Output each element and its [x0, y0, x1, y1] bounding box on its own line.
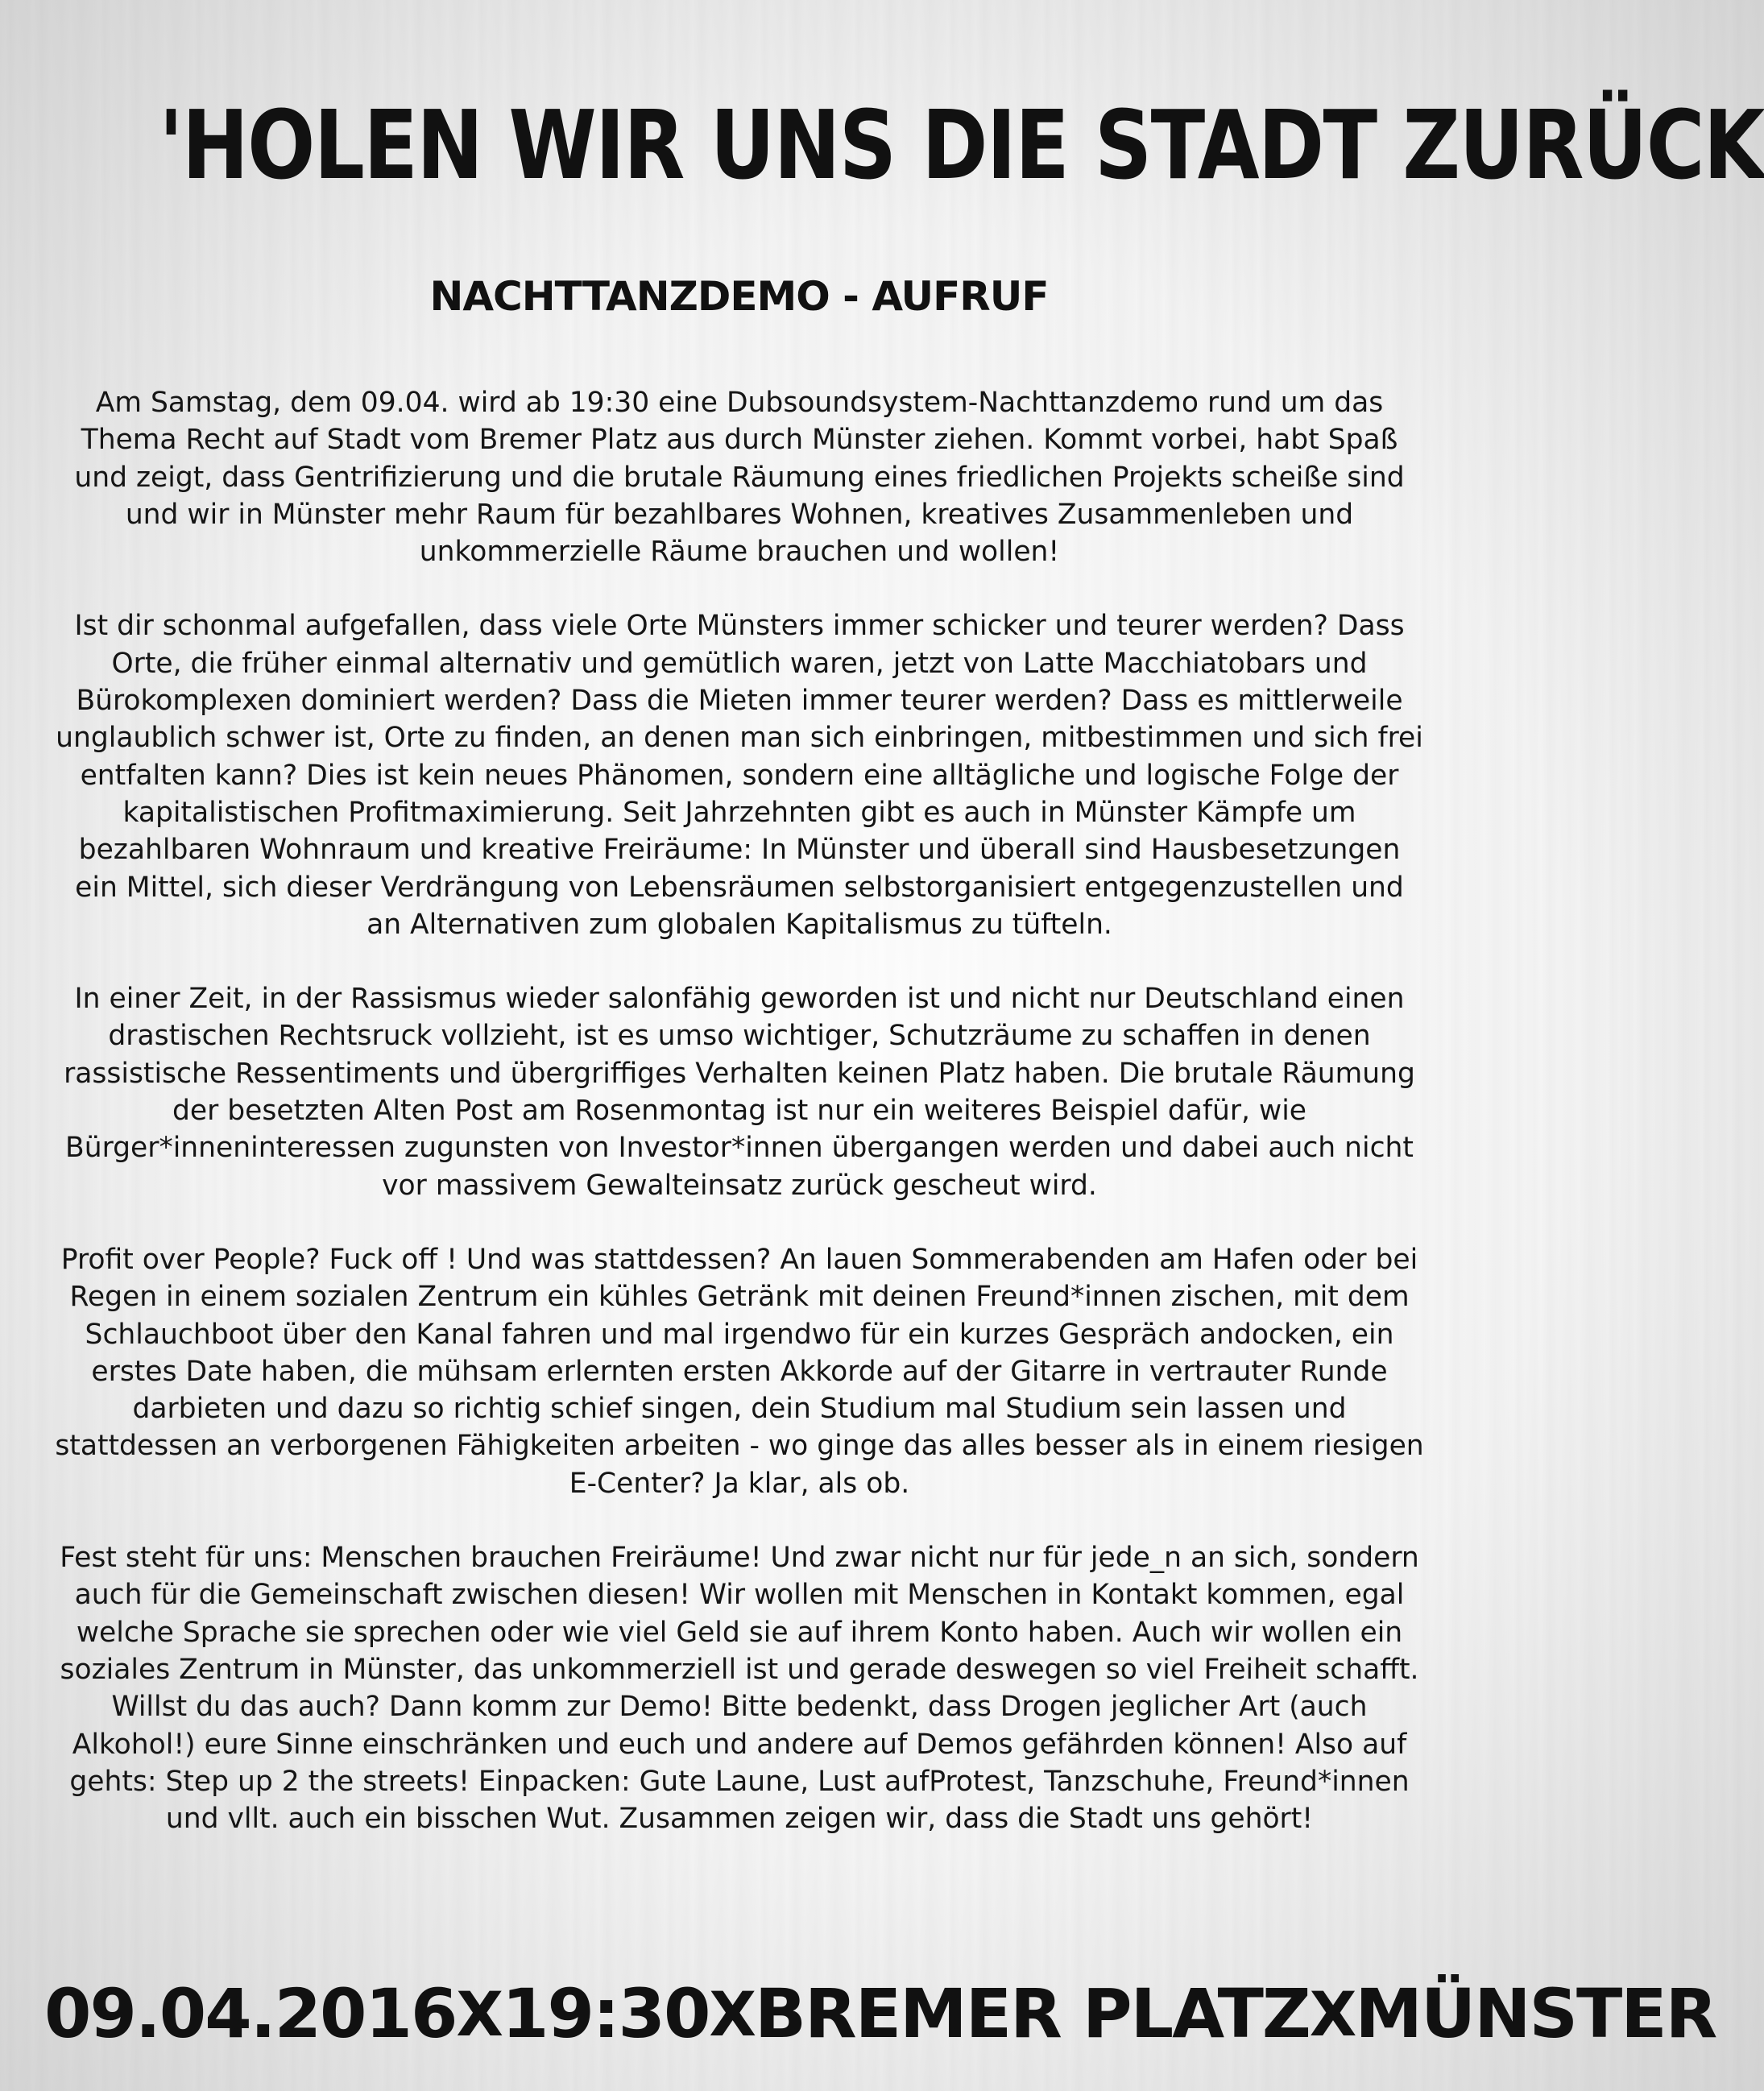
- event-footer: [44, 1957, 1716, 2070]
- headline: 'HOLEN WIR UNS DIE STADT ZURÜCK: [159, 89, 1764, 201]
- separator: X: [456, 1977, 503, 2050]
- body-text: [55, 384, 1424, 1874]
- event-date: 09.04.2016: [44, 1974, 457, 2053]
- paragraph-gentrification: Ist dir schonmal aufgefallen, dass viele Orte Münsters immer schicker und teurer werden? Dass Orte, die früher einmal alternativ und gemütlich waren, jetzt von Latte Macchiatobars und Bürokomplexen dominiert werden? Dass die Mieten immer teurer werden? Dass es mittlerweile unglaublich schwer ist, Orte zu finden, an denen man sich einbringen, mitbestimmen und sich frei entfalten kann? Dies ist kein neues Phänomen, sondern eine alltägliche und logische Folge der kapitalistischen Profitmaximierung. Seit Jahrzehnten gibt es auch in Münster Kämpfe um bezahlbaren Wohnraum und kreative Freiräume: In Münster und überall sind Hausbesetzungen ein Mittel, sich dieser Verdrängung von Lebensräumen selbstorganisiert entgegenzustellen und an Alternativen zum globalen Kapitalismus zu tüfteln.: [56, 610, 1423, 941]
- paragraph-profit: Profit over People? Fuck off ! Und was stattdessen? An lauen Sommerabenden am Hafen oder bei Regen in einem sozialen Zentrum ein kühles Getränk mit deinen Freund*innen zischen, mit dem Schlauchboot über den Kanal fahren und mal irgendwo für ein kurzes Gespräch andocken, ein erstes Date haben, die mühsam erlernten ersten Akkorde auf der Gitarre in vertrauter Runde darbieten und dazu so richtig schief singen, dein Studium mal Studium sein lassen und stattdessen an verborgenen Fähigkeiten arbeiten - wo ginge das alles besser als in einem riesigen E-Center? Ja klar, als ob.: [55, 1243, 1424, 1500]
- separator: X: [709, 1977, 756, 2050]
- event-place: BREMER PLATZ: [755, 1974, 1310, 2053]
- subheadline: NACHTTANZDEMO - AUFRUF: [429, 273, 1049, 320]
- separator: X: [1309, 1977, 1356, 2050]
- paragraph-racism: In einer Zeit, in der Rassismus wieder salonfähig geworden ist und nicht nur Deutschland einen drastischen Rechtsruck vollzieht, ist es umso wichtiger, Schutzräume zu schaffen in denen rassistische Ressentiments und übergriffiges Verhalten keinen Platz haben. Die brutale Räumung der besetzten Alten Post am Rosenmontag ist nur ein weiteres Beispiel dafür, wie Bürger*inneninteressen zugunsten von Investor*innen übergangen werden und dabei auch nicht vor massivem Gewalteinsatz zurück gescheut wird.: [64, 983, 1415, 1202]
- event-time: 19:30: [502, 1974, 710, 2053]
- paragraph-intro: Am Samstag, dem 09.04. wird ab 19:30 eine Dubsoundsystem-Nachttanzdemo rund um das Thema Recht auf Stadt vom Bremer Platz aus durch Münster ziehen. Kommt vorbei, habt Spaß und zeigt, dass Gentrifizierung und die brutale Räumung eines friedlichen Projekts scheiße sind und wir in Münster mehr Raum für bezahlbares Wohnen, kreatives Zusammenleben und unkommerzielle Räume brauchen und wollen!: [74, 387, 1405, 569]
- paragraph-freiraeume: Fest steht für uns: Menschen brauchen Freiräume! Und zwar nicht nur für jede_n an sich, sondern auch für die Gemeinschaft zwischen diesen! Wir wollen mit Menschen in Kontakt kommen, egal welche Sprache sie sprechen oder wie viel Geld sie auf ihrem Konto haben. Auch wir wollen ein soziales Zentrum in Münster, das unkommerziell ist und gerade deswegen so viel Freiheit schafft. Willst du das auch? Dann komm zur Demo! Bitte bedenkt, dass Drogen jeglicher Art (auch Alkohol!) eure Sinne einschränken und euch und andere auf Demos gefährden können! Also auf gehts: Step up 2 the streets! Einpacken: Gute Laune, Lust aufProtest, Tanzschuhe, Freund*innen und vllt. auch ein bisschen Wut. Zusammen zeigen wir, dass die Stadt uns gehört!: [60, 1542, 1419, 1836]
- event-city: MÜNSTER: [1355, 1974, 1716, 2053]
